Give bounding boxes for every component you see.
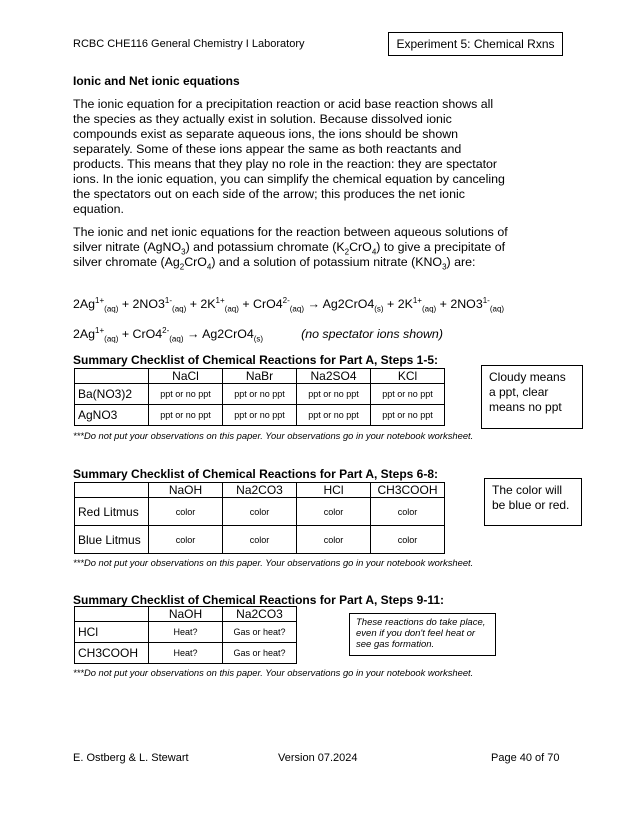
table2-cell: color (371, 526, 445, 554)
footer-page-number: Page 40 of 70 (491, 752, 560, 764)
table1-corner (75, 369, 149, 384)
table1-col-header: Na2SO4 (297, 369, 371, 384)
table1-callout: Cloudy means a ppt, clear means no ppt (481, 365, 583, 429)
table1-cell: ppt or no ppt (297, 405, 371, 426)
table2-col-header: HCl (297, 483, 371, 498)
table3-row-header: CH3COOH (75, 643, 149, 664)
table2-callout: The color will be blue or red. (484, 478, 582, 526)
table2-row-header: Red Litmus (75, 498, 149, 526)
table1-title: Summary Checklist of Chemical Reactions for Part A, Steps 1-5: (73, 353, 438, 367)
paragraph-example-intro: The ionic and net ionic equations for the reaction between aqueous solutions of silver nitrate (AgNO$_3$) and potassium chromate $(K_2CrO_4)$ to give a precipitate of silver chromate $(Ag_2CrO_4)$ and a solution of potassium nitrate $(KNO_3)$ are: (73, 225, 508, 272)
table3-cell: Gas or heat? (223, 643, 297, 664)
table1-cell: ppt or no ppt (371, 384, 445, 405)
table3-callout: These reactions do take place, even if you don't feel heat or see gas formation. (349, 613, 496, 656)
table2-cell: color (149, 498, 223, 526)
table2-cell: color (223, 526, 297, 554)
table2-col-header: Na2CO3 (223, 483, 297, 498)
observation-note: ***Do not put your observations on this paper. Your observations go in your notebook worksheet. (73, 557, 474, 568)
table2-row-header: Blue Litmus (75, 526, 149, 554)
paragraph-ionic-explanation: The ionic equation for a precipitation reaction or acid base reaction shows all the species as they actually exist in solution. Because dissolved ionic compounds exist as separate aqueous ions, the ions should be shown separately. Some of these ions appear the same as both reactants and products. This means that they play no role in the reaction: they are spectator ions. In the ionic equation, you can simplify the chemical equation by canceling the spectators out on each side of the arrow; this produces the net ionic equation. (73, 97, 505, 216)
table2-cell: color (149, 526, 223, 554)
table2-litmus (74, 482, 445, 554)
table1-row-header: AgNO3 (75, 405, 149, 426)
table3-row-header: HCl (75, 622, 149, 643)
header-course: RCBC CHE116 General Chemistry I Laboratory (73, 38, 305, 50)
table2-cell: color (297, 526, 371, 554)
table2-col-header: CH3COOH (371, 483, 445, 498)
observation-note: ***Do not put your observations on this paper. Your observations go in your notebook worksheet. (73, 667, 474, 678)
ionic-equation: $2Ag^{1+}_{(aq)} + 2NO3^{1-}_{(aq)} + 2K^{1+}_{(aq)} + CrO4^{2-}_{(aq)} \to Ag2CrO4_{(s)} + 2K^{1+}_{(aq)} + 2NO3^{1-}_{(aq)}$ (73, 295, 505, 314)
table1-cell: ppt or no ppt (223, 405, 297, 426)
equation-note: (no spectator ions shown) (301, 327, 443, 341)
table1-row-header: Ba(NO3)2 (75, 384, 149, 405)
table3-cell: Heat? (149, 622, 223, 643)
table1-precipitation (74, 368, 445, 426)
section-title: Ionic and Net ionic equations (73, 74, 240, 88)
table2-col-header: NaOH (149, 483, 223, 498)
table2-cell: color (223, 498, 297, 526)
net-ionic-equation: $2Ag^{1+}_{(aq)} + CrO4^{2-}_{(aq)} \to Ag2CrO4_{(s)}$ (no spectator ions shown) (73, 325, 443, 344)
table1-cell: ppt or no ppt (223, 384, 297, 405)
table2-corner (75, 483, 149, 498)
table1-col-header: NaBr (223, 369, 297, 384)
table3-title: Summary Checklist of Chemical Reactions for Part A, Steps 9-11: (73, 593, 445, 607)
table3-corner (75, 607, 149, 622)
table3-cell: Gas or heat? (223, 622, 297, 643)
table1-col-header: NaCl (149, 369, 223, 384)
table1-cell: ppt or no ppt (297, 384, 371, 405)
experiment-title-box: Experiment 5: Chemical Rxns (388, 32, 563, 56)
table1-cell: ppt or no ppt (149, 384, 223, 405)
table2-title: Summary Checklist of Chemical Reactions for Part A, Steps 6-8: (73, 467, 438, 481)
table3-col-header: Na2CO3 (223, 607, 297, 622)
table1-col-header: KCl (371, 369, 445, 384)
footer-version: Version 07.2024 (278, 752, 358, 764)
table1-cell: ppt or no ppt (149, 405, 223, 426)
table2-cell: color (371, 498, 445, 526)
table3-col-header: NaOH (149, 607, 223, 622)
observation-note: ***Do not put your observations on this paper. Your observations go in your notebook worksheet. (73, 430, 474, 441)
footer-authors: E. Ostberg & L. Stewart (73, 752, 189, 764)
table2-cell: color (297, 498, 371, 526)
table3-cell: Heat? (149, 643, 223, 664)
table1-cell: ppt or no ppt (371, 405, 445, 426)
table3-heat-gas (74, 606, 297, 664)
